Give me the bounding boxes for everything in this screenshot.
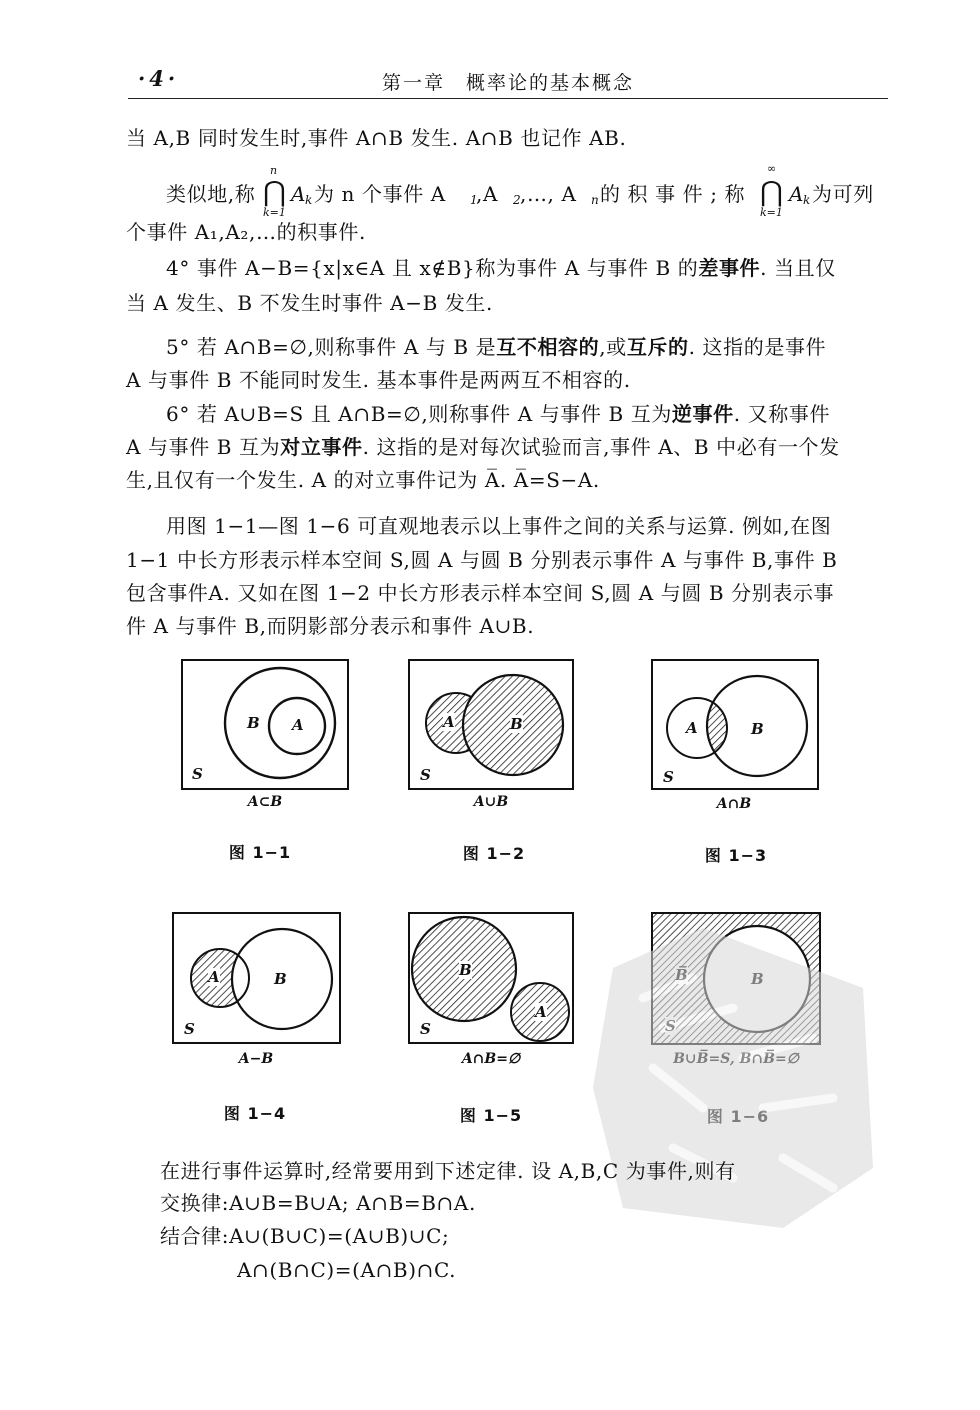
- text-line-2i: 为可列: [812, 182, 874, 206]
- text-line-9a: A 与事件 B 互为: [126, 435, 281, 459]
- figure-1-4-caption: A−B: [238, 1051, 274, 1067]
- sub-n: n: [591, 193, 599, 207]
- text-line-2e: ,A: [476, 182, 499, 206]
- big-intersection-symbol-2: ⋂: [760, 175, 783, 208]
- label-s: S: [420, 766, 431, 784]
- text-line-4a: 4° 事件 A−B={x|x∈A 且 x∉B}称为事件 A 与事件 B 的: [166, 256, 699, 280]
- text-line-12: 1−1 中长方形表示样本空间 S,圆 A 与圆 B 分别表示事件 A 与事件 B,事件 B: [126, 548, 838, 572]
- text-line-14: 件 A 与事件 B,而阴影部分表示和事件 A∪B.: [126, 614, 535, 638]
- label-s: S: [192, 765, 203, 783]
- associative-law: 结合律:A∪(B∪C)=(A∪B)∪C;: [160, 1224, 450, 1248]
- label-a: A: [292, 716, 304, 734]
- label-s: S: [184, 1020, 195, 1038]
- big-intersection-symbol-1: ⋂: [263, 175, 286, 208]
- text-line-4c: . 当且仅: [760, 256, 836, 280]
- text-line-8c: . 又称事件: [733, 402, 831, 426]
- figure-1-2-label: 图 1−2: [462, 844, 526, 863]
- commutative-law: 交换律:A∪B=B∪A; A∩B=B∩A.: [160, 1191, 476, 1215]
- term-difference-event: 差事件: [698, 256, 761, 280]
- associative-law-2: A∩(B∩C)=(A∩B)∩C.: [237, 1258, 457, 1282]
- text-line-7: A 与事件 B 不能同时发生. 基本事件是两两互不相容的.: [126, 368, 631, 392]
- text-line-11: 用图 1−1—图 1−6 可直观地表示以上事件之间的关系与运算. 例如,在图: [166, 514, 832, 538]
- label-b: B: [247, 714, 260, 732]
- term-inverse-event: 逆事件: [671, 402, 734, 426]
- upper-limit-1: n: [270, 164, 278, 177]
- term-mutually-exclusive: 互不相容的: [496, 335, 600, 359]
- text-line-13: 包含事件A. 又如在图 1−2 中长方形表示样本空间 S,圆 A 与圆 B 分别表示事: [126, 581, 835, 605]
- text-line-2h: A: [789, 182, 805, 206]
- label-s: S: [663, 768, 674, 786]
- text-line-2d: 为 n 个事件 A: [314, 182, 446, 206]
- text-line-10: 生,且仅有一个发生. A 的对立事件记为 A̅. A̅=S−A.: [126, 468, 600, 492]
- text-line-2b: A: [291, 182, 307, 206]
- figure-1-1-caption: A⊂B: [247, 794, 283, 810]
- text-line-8a: 6° 若 A∪B=S 且 A∩B=∅,则称事件 A 与事件 B 互为: [166, 402, 672, 426]
- sub-1: 1: [470, 193, 478, 207]
- text-line-3: 个事件 A₁,A₂,…的积事件.: [126, 220, 366, 244]
- label-s: S: [420, 1020, 431, 1038]
- sub-k-2: k: [803, 193, 811, 207]
- label-b: B: [751, 720, 764, 738]
- text-line-6a: 5° 若 A∩B=∅,则称事件 A 与 B 是: [166, 335, 497, 359]
- term-opposite-event: 对立事件: [280, 435, 363, 459]
- term-exclusive: 互斥的: [626, 335, 689, 359]
- label-b: B: [459, 961, 472, 979]
- sub-2: 2: [513, 193, 521, 207]
- label-a: A: [535, 1003, 547, 1021]
- figure-1-5-label: 图 1−5: [459, 1106, 523, 1125]
- label-a: A: [208, 968, 220, 986]
- label-a: A: [686, 719, 698, 737]
- text-line-2g: 的 积 事 件 ; 称: [600, 182, 746, 206]
- text-line-6c: ,或: [599, 335, 627, 359]
- label-a: A: [443, 713, 455, 731]
- chapter-title: 第一章 概率论的基本概念: [381, 72, 634, 94]
- figure-1-4-label: 图 1−4: [223, 1104, 287, 1123]
- figure-1-1-label: 图 1−1: [228, 843, 292, 862]
- text-line-6e: . 这指的是事件: [688, 335, 827, 359]
- upper-limit-2: ∞: [767, 162, 777, 175]
- lower-limit-1: k=1: [263, 206, 286, 219]
- lower-limit-2: k=1: [760, 206, 783, 219]
- label-b: B: [510, 715, 523, 733]
- figure-1-2-caption: A∪B: [473, 794, 509, 810]
- figure-1-3-caption: A∩B: [716, 796, 752, 812]
- text-line-15: 在进行事件运算时,经常要用到下述定律. 设 A,B,C 为事件,则有: [160, 1159, 736, 1183]
- text-line-1: 当 A,B 同时发生时,事件 A∩B 发生. A∩B 也记作 AB.: [126, 126, 627, 150]
- sub-k-1: k: [305, 193, 313, 207]
- text-line-2a: 类似地,称: [166, 182, 256, 206]
- label-b: B: [274, 970, 287, 988]
- figure-1-5-caption: A∩B=∅: [461, 1051, 521, 1067]
- page-number: ·4·: [138, 66, 180, 91]
- text-line-2f: ,…, A: [520, 182, 577, 206]
- text-line-9c: . 这指的是对每次试验而言,事件 A、B 中必有一个发: [362, 435, 840, 459]
- figure-1-3-label: 图 1−3: [704, 846, 768, 865]
- text-line-5: 当 A 发生、B 不发生时事件 A−B 发生.: [126, 291, 493, 315]
